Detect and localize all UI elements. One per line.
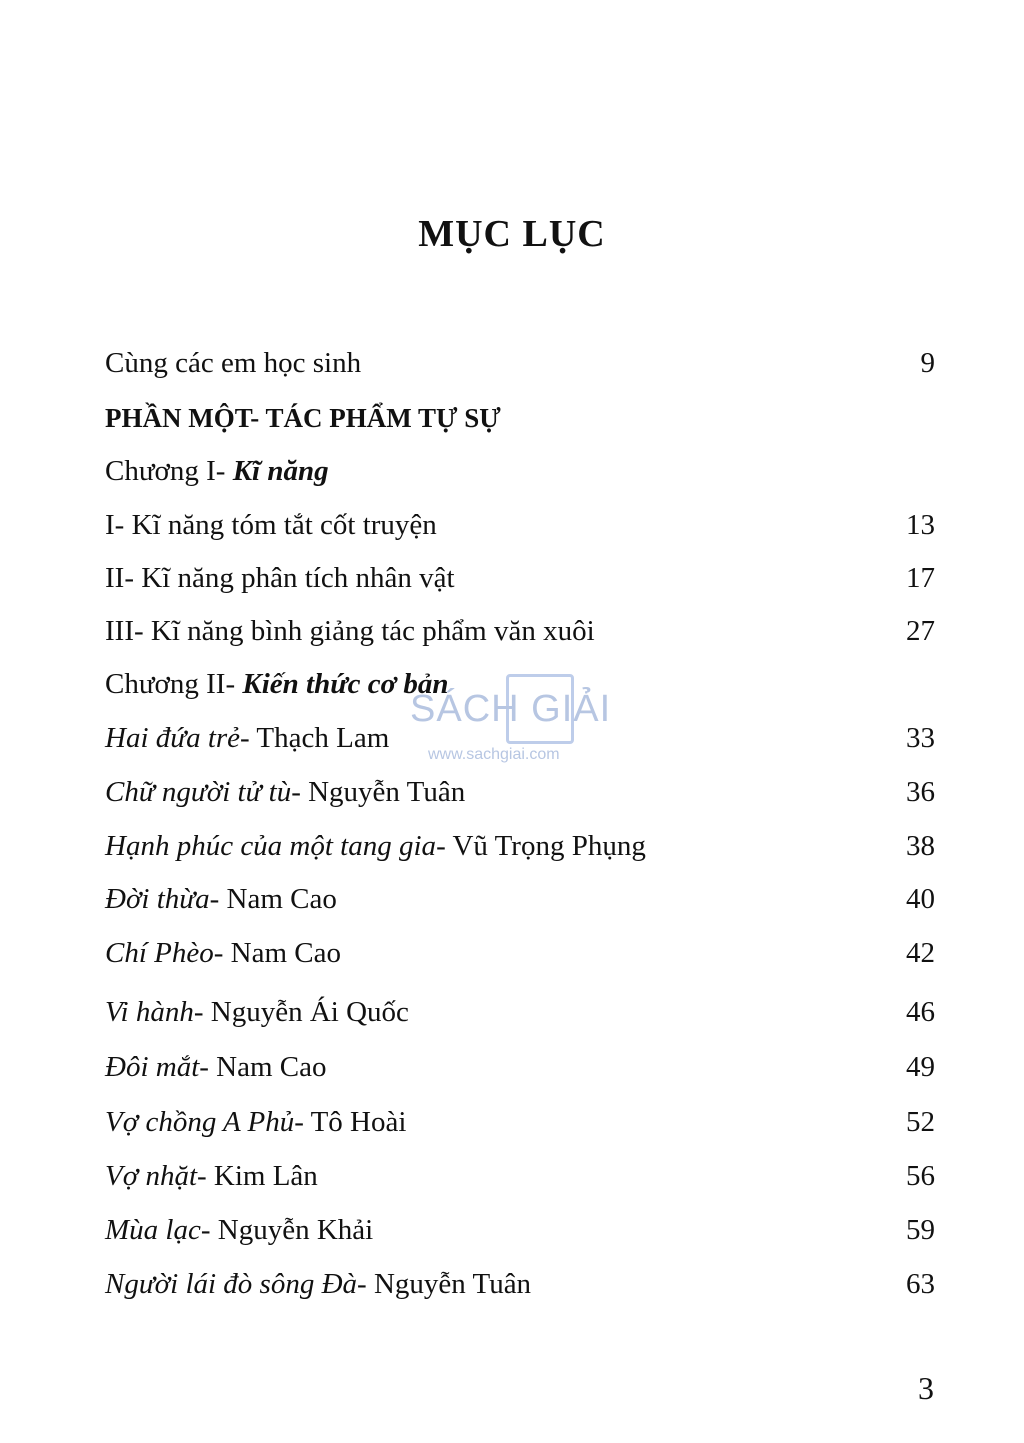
toc-work-author: - Nguyễn Ái Quốc <box>193 996 409 1028</box>
toc-entry-page: 9 <box>920 347 935 379</box>
toc-work-author: - Nam Cao <box>209 883 337 915</box>
toc-entry-label <box>105 1160 318 1193</box>
toc-part-label: PHẦN MỘT- TÁC PHẨM TỰ SỰ <box>105 403 501 433</box>
toc-work-author: - Nam Cao <box>199 1051 327 1083</box>
toc-work-title: Hai đứa trẻ <box>105 722 241 754</box>
toc-entry-label <box>105 1106 406 1139</box>
toc-work-author: - Kim Lân <box>197 1160 318 1192</box>
toc-entry-page: 33 <box>906 722 935 754</box>
toc-work-title: Người lái đò sông Đà <box>105 1268 358 1300</box>
toc-work-title: Hạnh phúc của một tang gia <box>105 830 437 862</box>
toc-work-author: - Nguyễn Tuân <box>357 1268 532 1300</box>
toc-work-title: Mùa lạc <box>105 1214 201 1246</box>
toc-chapter-1 <box>105 448 935 488</box>
toc-work-title: Vi hành <box>105 996 194 1028</box>
toc-entry-skill-2 <box>105 555 935 595</box>
toc-entry-page: 42 <box>906 937 935 969</box>
toc-entry-page: 40 <box>906 883 935 915</box>
toc-entry-work <box>105 1261 935 1301</box>
watermark-brand: SÁCH GIẢI <box>410 688 612 730</box>
toc-entry-label: Cùng các em học sinh <box>105 347 362 379</box>
toc-entry-page: 46 <box>906 996 935 1028</box>
toc-entry-page: 17 <box>906 562 935 594</box>
toc-entry-work <box>105 769 935 809</box>
toc-chapter-prefix: Chương II- <box>105 668 243 700</box>
toc-work-title: Chí Phèo <box>105 937 214 969</box>
toc-entry-page: 27 <box>906 615 935 647</box>
toc-entry-page: 59 <box>906 1214 935 1246</box>
toc-work-author: - Nguyễn Tuân <box>291 776 466 808</box>
toc-entry-label: I- Kĩ năng tóm tắt cốt truyện <box>105 509 437 541</box>
toc-work-author: - Vũ Trọng Phụng <box>436 830 646 862</box>
toc-entry-intro <box>105 340 935 380</box>
toc-chapter-label <box>105 455 329 488</box>
toc-chapter-title: Kiến thức cơ bản <box>242 668 449 700</box>
toc-work-author: - Nam Cao <box>213 937 341 969</box>
toc-entry-work <box>105 823 935 863</box>
toc-entry-work <box>105 1099 935 1139</box>
toc-entry-label <box>105 1268 531 1301</box>
toc-entry-label <box>105 996 409 1029</box>
toc-work-title: Chữ người tử tù <box>105 776 292 808</box>
toc-entry-page: 56 <box>906 1160 935 1192</box>
toc-chapter-title: Kĩ năng <box>232 455 329 487</box>
toc-entry-label <box>105 1051 327 1084</box>
toc-entry-skill-1 <box>105 502 935 542</box>
toc-entry-page: 49 <box>906 1051 935 1083</box>
page-title: MỤC LỤC <box>418 213 606 255</box>
toc-entry-work <box>105 930 935 970</box>
toc-work-title: Đôi mắt <box>105 1051 200 1083</box>
toc-work-author: - Nguyễn Khải <box>200 1214 374 1246</box>
toc-chapter-prefix: Chương I- <box>105 455 233 487</box>
toc-entry-page: 38 <box>906 830 935 862</box>
toc-entry-label <box>105 830 646 863</box>
toc-entry-label: II- Kĩ năng phân tích nhân vật <box>105 562 455 594</box>
toc-entry-label <box>105 883 337 916</box>
toc-chapter-label <box>105 668 449 701</box>
toc-entry-label: III- Kĩ năng bình giảng tác phẩm văn xuôi <box>105 615 595 647</box>
toc-entry-work <box>105 1153 935 1193</box>
toc-entry-work <box>105 1207 935 1247</box>
toc-entry-page: 63 <box>906 1268 935 1300</box>
watermark-logo <box>410 668 620 768</box>
page-number: 3 <box>918 1370 934 1406</box>
toc-entry-page: 13 <box>906 509 935 541</box>
toc-work-author: - Tô Hoài <box>294 1106 407 1138</box>
toc-entry-work <box>105 1044 935 1084</box>
watermark-url: www.sachgiai.com <box>428 746 560 763</box>
toc-entry-label <box>105 722 389 755</box>
toc-work-title: Vợ nhặt <box>105 1160 197 1192</box>
toc-part-heading <box>105 394 935 434</box>
toc-entry-label <box>105 1214 373 1247</box>
toc-work-title: Đời thừa <box>105 883 210 915</box>
toc-entry-work <box>105 876 935 916</box>
toc-entry-label <box>105 937 341 970</box>
toc-entry-label <box>105 776 465 809</box>
toc-entry-page: 36 <box>906 776 935 808</box>
toc-entry-page: 52 <box>906 1106 935 1138</box>
toc-work-author: - Thạch Lam <box>240 722 390 754</box>
toc-entry-skill-3 <box>105 608 935 648</box>
toc-work-title: Vợ chồng A Phủ <box>105 1106 295 1138</box>
toc-entry-work <box>105 989 935 1029</box>
